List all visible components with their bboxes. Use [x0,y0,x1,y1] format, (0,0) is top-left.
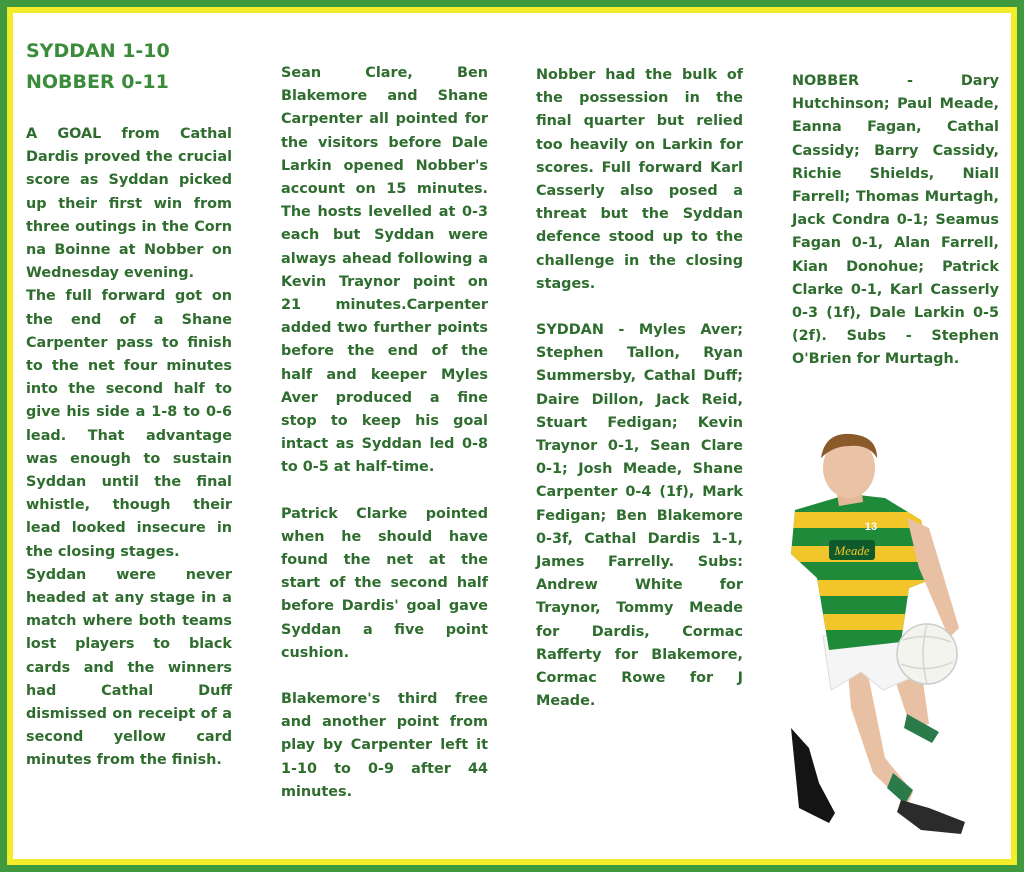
article-paragraph: Syddan were never headed at any stage in a match where both teams lost players to black cards and the winners had Cathal Duff dismissed on receipt of a second yellow card minutes from the finish. [26,566,232,769]
article-paragraph: The full forward got on the end of a Shane Carpenter pass to finish to the net four minutes into the second half to give his side a 1-8 to 0-6 lead. That advantage was enough to sustain Syddan until the final whistle, though their lead looked insecure in the closing stages. [26,288,232,560]
headline-line-1: SYDDAN 1-10 [26,40,170,62]
article-paragraph: Nobber had the bulk of the possession in the final quarter but relied too heavily on Larkin for scores. Full forward Karl Casserly also posed a threat but the Syddan defence stood up to the challenge in the closing stages. [536,67,743,292]
column-3 [536,64,743,713]
article-paragraph: Patrick Clarke pointed when he should have found the net at the start of the second half before Dardis' goal gave Syddan a five point cushion. [281,505,488,661]
article-paragraph: Sean Clare, Ben Blakemore and Shane Carpenter all pointed for the visitors before Dale Larkin opened Nobber's account on 15 minutes. The hosts levelled at 0-3 each but Syddan were always ahead following a Kevin Traynor point on 21 minutes.Carpenter added two further points before the end of the half and keeper Myles Aver produced a fine stop to keep his goal intact as Syddan led 0-8 to 0-5 at half-time. [281,65,488,476]
column-1 [26,36,232,773]
syddan-team-list: SYDDAN - Myles Aver; Stephen Tallon, Ryan Summersby, Cathal Duff; Daire Dillon, Jack Reid, Stuart Fedigan; Kevin Traynor 0-1, Sean Clare 0-1; Josh Meade, Shane Carpenter 0-4 (1f), Mark Fedigan; Ben Blakemore 0-3f, Cathal Dardis 1-1, James Farrelly. Subs: Andrew White for Traynor, Tommy Meade for Dardis, Cormac Rafferty for Blakemore, Cormac Rowe for J Meade. [536,322,743,710]
column-2 [281,62,488,804]
nobber-team-list: NOBBER - Dary Hutchinson; Paul Meade, Eanna Fagan, Cathal Cassidy; Barry Cassidy, Richie Shields, Niall Farrell; Thomas Murtagh, Jack Condra 0-1; Seamus Fagan 0-1, Alan Farrell, Kian Donohue; Patrick Clarke 0-1, Karl Casserly 0-3 (1f), Dale Larkin 0-5 (2f). Subs - Stephen O'Brien for Murtagh. [792,73,999,368]
article-paragraph: Blakemore's third free and another point from play by Carpenter left it 1-10 to 0-9 after 44 minutes. [281,691,488,800]
headline [26,36,232,98]
column-4 [792,70,999,372]
football [897,624,957,684]
shadow-shape [791,728,835,823]
boot [897,800,965,834]
article-paragraph: A GOAL from Cathal Dardis proved the crucial score as Syddan picked up their first win from three outings in the Corn na Boinne at Nobber on Wednesday evening. [26,126,232,282]
sponsor-logo: Meade [834,543,870,558]
player-photo [789,428,985,838]
jersey-number: 13 [864,521,878,533]
headline-line-2: NOBBER 0-11 [26,71,169,93]
